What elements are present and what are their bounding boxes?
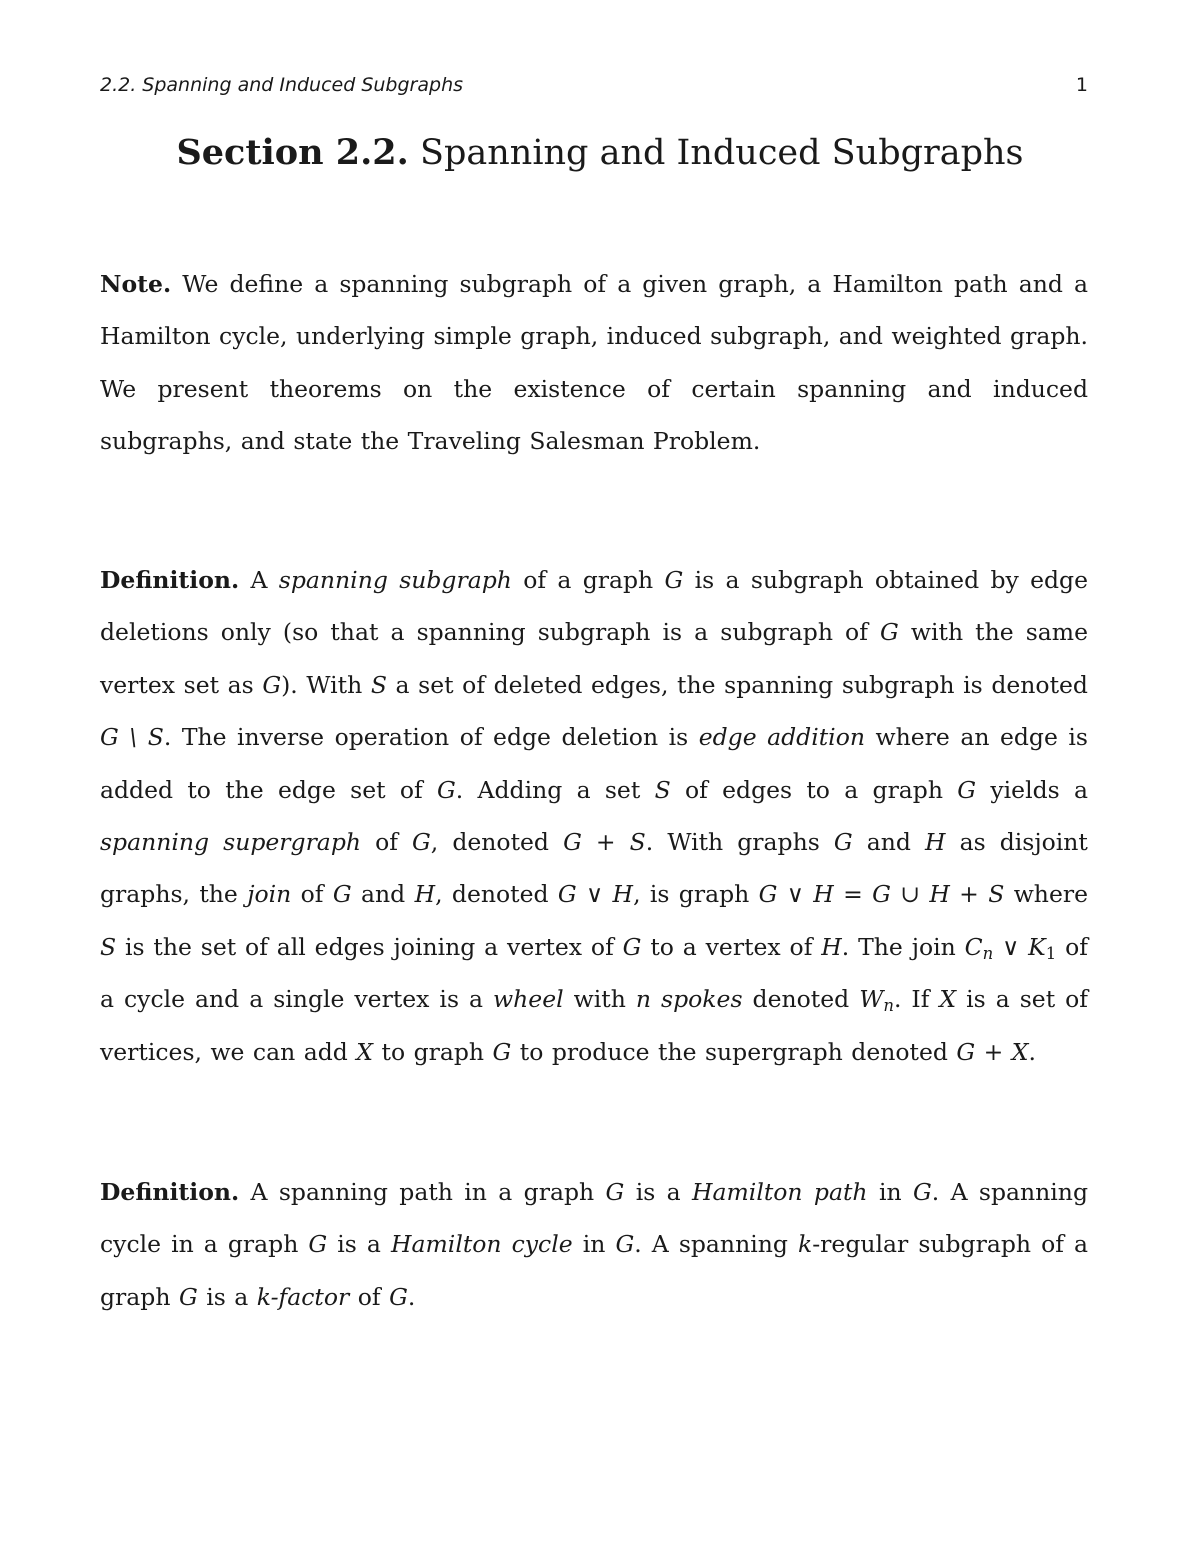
text: is the set of all edges joining a vertex of: [124, 932, 614, 961]
text: . A spanning: [634, 1230, 788, 1259]
math-G: G: [664, 566, 684, 594]
text: is a: [635, 1178, 681, 1206]
math-join-op: ∨: [993, 932, 1029, 961]
text: in: [878, 1178, 902, 1206]
text: with the same vertex set as: [100, 618, 1088, 699]
math-S: S: [654, 775, 671, 804]
text: to produce the supergraph denoted: [519, 1037, 948, 1066]
math-join-equation: G ∨ H = G ∪ H + S: [758, 880, 1005, 909]
math-G-minus-S: G \ S: [100, 723, 164, 752]
text: and: [866, 828, 911, 857]
section-heading: Spanning and Induced Subgraphs: [419, 133, 1024, 173]
text: of: [357, 1282, 381, 1311]
math-G: G: [178, 1282, 198, 1311]
term-factor: -factor: [270, 1282, 350, 1311]
text: . Adding a set: [455, 775, 641, 804]
text: of: [375, 828, 398, 857]
text: of a cycle and a single vertex is a: [100, 932, 1088, 1014]
text: is a: [206, 1282, 249, 1311]
text: A spanning path in a graph: [250, 1178, 595, 1206]
term-spokes: spokes: [661, 985, 743, 1014]
section-number: Section 2.2.: [176, 132, 409, 173]
math-H: H: [925, 828, 946, 857]
text: . The inverse operation of edge deletion is: [163, 723, 689, 752]
math-G: G: [412, 828, 431, 857]
math-subscript-n: n: [883, 996, 894, 1016]
math-Cn-join-K1: [965, 933, 1057, 961]
text: in: [582, 1230, 606, 1259]
math-G: G: [622, 932, 642, 961]
math-H: H: [414, 880, 436, 909]
term-hamilton-cycle: Hamilton cycle: [391, 1230, 573, 1259]
math-G: G: [833, 828, 853, 857]
math-G: G: [492, 1037, 512, 1066]
text: of edges to a graph: [684, 775, 943, 804]
math-G-join-H: G ∨ H: [557, 880, 634, 909]
definition-lead: Definition.: [100, 1178, 240, 1206]
math-n: n: [635, 985, 652, 1014]
note-paragraph: [100, 258, 1088, 468]
definition-hamilton: [100, 1166, 1088, 1323]
text: , is graph: [633, 880, 750, 909]
term-edge-addition: edge addition: [698, 723, 865, 752]
math-K: K: [1028, 932, 1046, 961]
running-title: 2.2. Spanning and Induced Subgraphs: [100, 74, 464, 96]
text: -regular subgraph of a graph: [100, 1230, 1089, 1311]
term-k-factor: [257, 1283, 349, 1311]
text: a set of deleted edges, the spanning subgraph is denoted: [395, 670, 1088, 699]
math-G-plus-S: G + S: [563, 828, 646, 857]
math-G: G: [437, 775, 456, 804]
math-G: G: [615, 1230, 635, 1259]
page-number: 1: [1075, 74, 1088, 96]
text: where an edge is added to the edge set of: [100, 723, 1088, 804]
text: .: [1028, 1037, 1037, 1066]
math-Wn: [859, 985, 894, 1016]
text: as disjoint graphs, the: [100, 828, 1088, 909]
text: is a subgraph obtained by edge deletions only (so that a spanning subgraph is a subgraph of: [100, 566, 1088, 647]
note-lead: Note.: [100, 270, 172, 298]
text: , denoted: [430, 828, 549, 857]
text: is a set of vertices, we can add: [100, 985, 1089, 1066]
math-G: G: [332, 880, 352, 909]
text: A: [250, 566, 268, 594]
math-S: S: [100, 932, 117, 961]
text: where: [1013, 880, 1088, 909]
math-G: G: [957, 775, 977, 804]
text: is a: [337, 1230, 381, 1259]
text: . A spanning cycle in a graph: [100, 1178, 1088, 1259]
text: of: [300, 880, 324, 909]
text: with: [573, 985, 626, 1014]
math-H: H: [821, 932, 842, 961]
math-G: G: [389, 1282, 408, 1311]
term-spanning-supergraph: spanning supergraph: [100, 828, 361, 857]
text: to a vertex of: [650, 932, 813, 961]
term-spanning-subgraph: spanning subgraph: [278, 566, 512, 594]
definition-lead: Definition.: [100, 566, 240, 594]
text: to graph: [381, 1037, 485, 1066]
running-header: [100, 74, 1088, 96]
text: .: [407, 1282, 416, 1311]
math-k: k: [797, 1230, 813, 1259]
text: . With graphs: [645, 828, 820, 857]
term-hamilton-path: Hamilton path: [692, 1178, 868, 1206]
text: . If: [893, 985, 930, 1014]
math-W: W: [859, 985, 884, 1014]
math-X: X: [356, 1037, 374, 1066]
text: ). With: [281, 670, 363, 699]
definition-spanning-subgraph: [100, 554, 1088, 1078]
math-subscript-n: n: [982, 943, 994, 963]
math-G: G: [605, 1178, 625, 1206]
text: denoted: [752, 985, 850, 1014]
math-G: G: [880, 618, 899, 647]
text: and: [361, 880, 406, 909]
text: , denoted: [435, 880, 549, 909]
math-X: X: [939, 985, 957, 1014]
math-k: k: [256, 1282, 271, 1311]
math-S: S: [370, 670, 387, 699]
math-G: G: [262, 670, 282, 699]
term-join: join: [247, 880, 292, 909]
math-C: C: [964, 932, 983, 961]
note-text: We define a spanning subgraph of a given graph, a Hamilton path and a Hamilton cycle, underlying simple graph, induced subgraph, and weighted graph. We present theorems on the existence of certain spanning and induced subgraphs, and state the Traveling Salesman Problem.: [100, 270, 1088, 456]
term-wheel: wheel: [493, 985, 564, 1014]
text: . The join: [841, 932, 956, 961]
math-G-plus-X: G + X: [956, 1037, 1029, 1066]
section-title: [0, 132, 1200, 173]
text: of a graph: [523, 566, 654, 594]
text: yields a: [990, 775, 1088, 804]
math-subscript-1: 1: [1045, 943, 1057, 963]
math-G: G: [912, 1178, 932, 1206]
math-G: G: [308, 1230, 328, 1259]
